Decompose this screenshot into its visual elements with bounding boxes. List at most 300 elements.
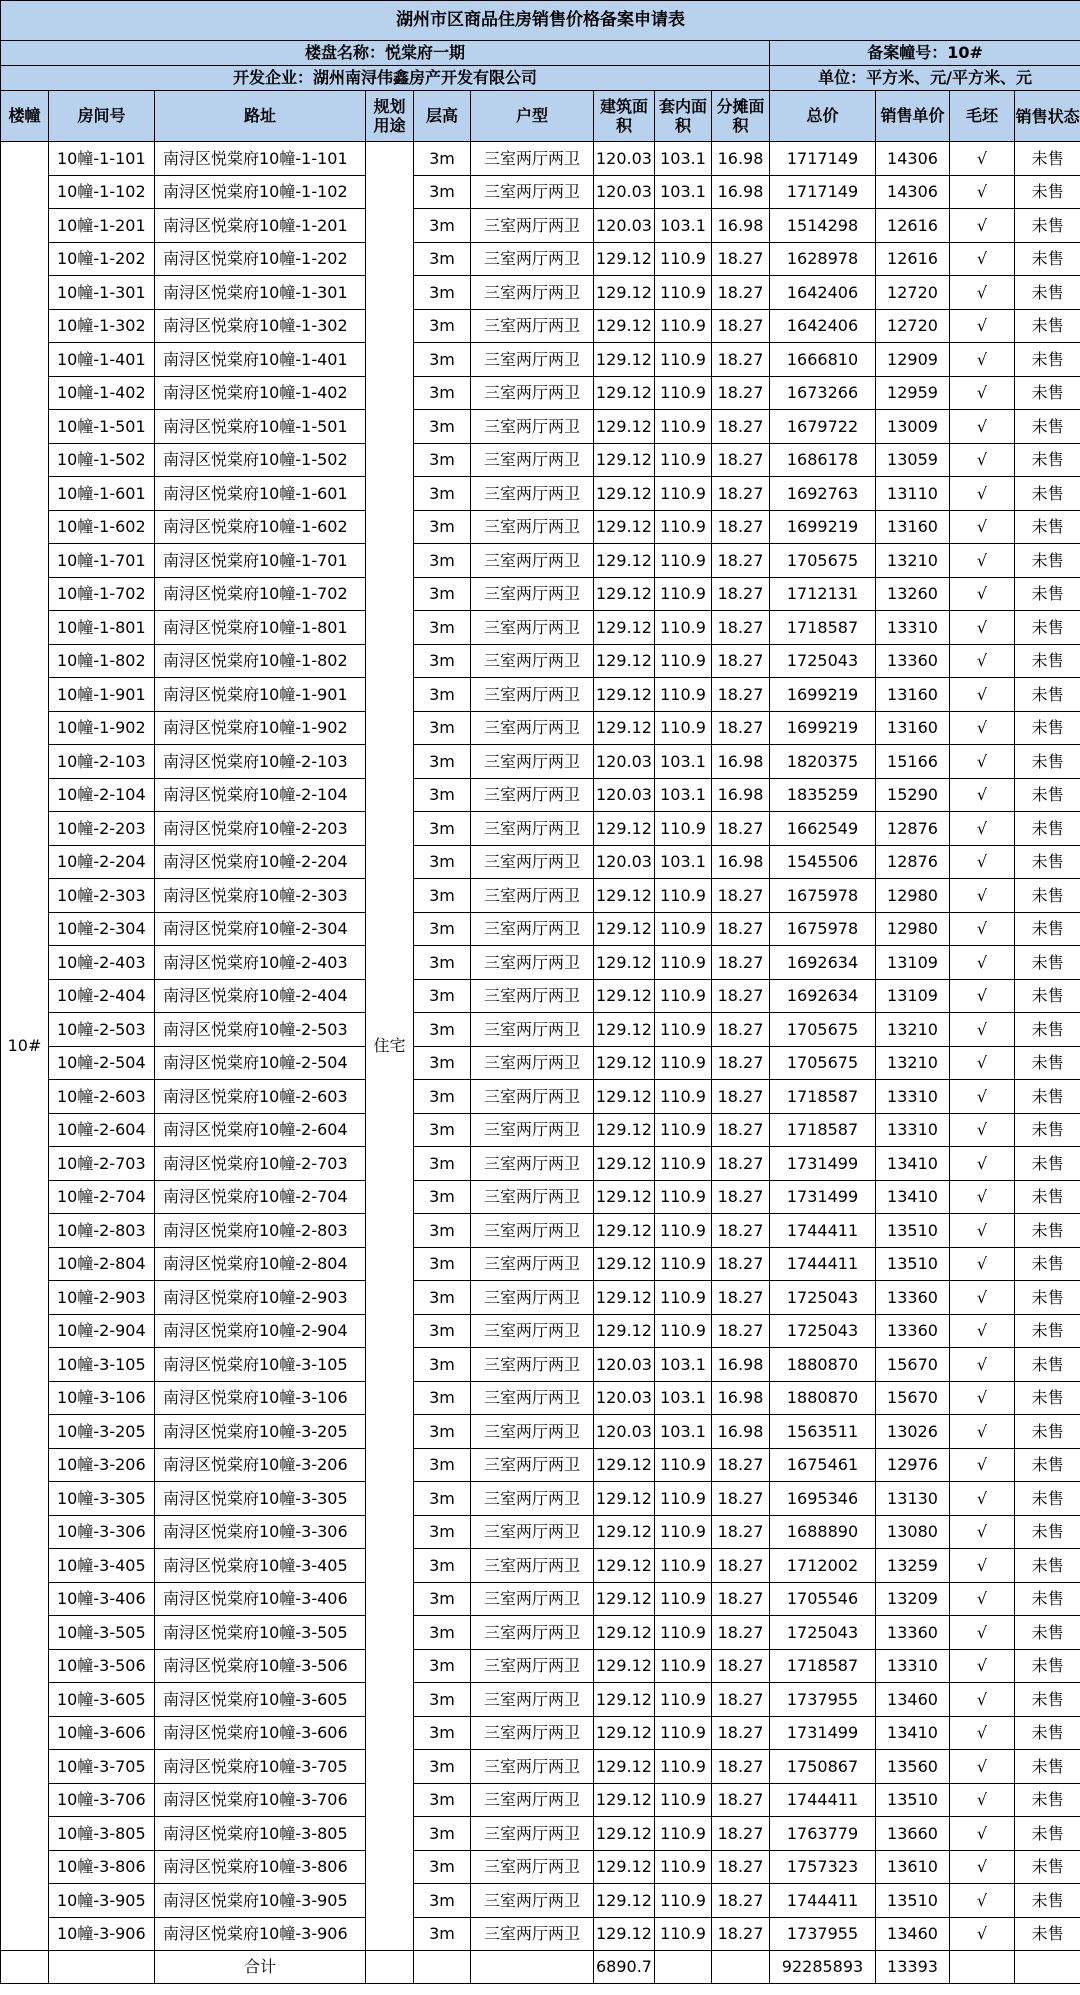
floor-height-cell: 3m [414,410,471,444]
address-cell: 南浔区悦棠府10幢-1-802 [155,644,366,678]
total-price-cell: 1731499 [770,1180,876,1214]
table-row [1,1348,1080,1382]
room-number-cell: 10幢-2-203 [49,812,155,846]
rough-finish-cell: √ [950,1850,1015,1884]
table-row [1,946,1080,980]
header-gross-area: 建筑面积 [594,91,655,142]
gross-area-cell: 129.12 [594,1247,655,1281]
shared-area-cell: 18.27 [712,1113,770,1147]
table-row [1,443,1080,477]
shared-area-cell: 18.27 [712,1817,770,1851]
shared-area-cell: 18.27 [712,1448,770,1482]
sale-status-cell: 未售 [1015,1314,1080,1348]
room-number-cell: 10幢-1-202 [49,242,155,276]
total-price-cell: 1731499 [770,1716,876,1750]
sale-status-cell: 未售 [1015,175,1080,209]
total-price-cell: 1744411 [770,1884,876,1918]
sale-status-cell: 未售 [1015,544,1080,578]
rough-finish-cell: √ [950,946,1015,980]
floor-height-cell: 3m [414,209,471,243]
sale-status-cell: 未售 [1015,1415,1080,1449]
inner-area-cell: 110.9 [655,1750,712,1784]
rough-finish-cell: √ [950,1046,1015,1080]
total-price-cell: 1731499 [770,1147,876,1181]
address-cell: 南浔区悦棠府10幢-3-805 [155,1817,366,1851]
total-price-cell: 1679722 [770,410,876,444]
shared-area-cell: 18.27 [712,1750,770,1784]
room-number-cell: 10幢-2-504 [49,1046,155,1080]
inner-area-cell: 110.9 [655,1616,712,1650]
header-room: 房间号 [49,91,155,142]
inner-area-cell: 103.1 [655,1381,712,1415]
floor-height-cell: 3m [414,510,471,544]
rough-finish-cell: √ [950,644,1015,678]
sale-status-cell: 未售 [1015,1649,1080,1683]
gross-area-cell: 129.12 [594,812,655,846]
total-price-cell: 1692634 [770,979,876,1013]
table-row [1,477,1080,511]
inner-area-cell: 110.9 [655,1649,712,1683]
gross-area-cell: 129.12 [594,343,655,377]
table-row [1,142,1080,176]
sale-status-cell: 未售 [1015,1147,1080,1181]
gross-area-cell: 129.12 [594,1013,655,1047]
layout-cell: 三室两厅两卫 [471,1817,594,1851]
unit-price-cell: 13510 [876,1783,950,1817]
unit-price-cell: 12876 [876,845,950,879]
total-price-cell: 1725043 [770,1616,876,1650]
inner-area-cell: 110.9 [655,1147,712,1181]
rough-finish-cell: √ [950,1281,1015,1315]
floor-height-cell: 3m [414,1884,471,1918]
address-cell: 南浔区悦棠府10幢-2-604 [155,1113,366,1147]
unit-price-cell: 13109 [876,946,950,980]
shared-area-cell: 18.27 [712,544,770,578]
layout-cell: 三室两厅两卫 [471,946,594,980]
unit-price-cell: 13210 [876,1046,950,1080]
unit-price-cell: 13360 [876,1314,950,1348]
room-number-cell: 10幢-3-805 [49,1817,155,1851]
gross-area-cell: 129.12 [594,678,655,712]
floor-height-cell: 3m [414,812,471,846]
rough-finish-cell: √ [950,1314,1015,1348]
unit-price-cell: 13510 [876,1247,950,1281]
unit-price-cell: 13160 [876,678,950,712]
sale-status-cell: 未售 [1015,309,1080,343]
unit-price-cell: 12720 [876,276,950,310]
rough-finish-cell: √ [950,1381,1015,1415]
rough-finish-cell: √ [950,1214,1015,1248]
sale-status-cell: 未售 [1015,1214,1080,1248]
address-cell: 南浔区悦棠府10幢-1-702 [155,577,366,611]
gross-area-cell: 129.12 [594,443,655,477]
totals-empty-cell [655,1951,712,1984]
layout-cell: 三室两厅两卫 [471,242,594,276]
inner-area-cell: 103.1 [655,142,712,176]
layout-cell: 三室两厅两卫 [471,443,594,477]
gross-area-cell: 120.03 [594,778,655,812]
inner-area-cell: 103.1 [655,175,712,209]
sale-status-cell: 未售 [1015,879,1080,913]
inner-area-cell: 103.1 [655,845,712,879]
table-row [1,1314,1080,1348]
address-cell: 南浔区悦棠府10幢-3-906 [155,1917,366,1951]
shared-area-cell: 18.27 [712,1917,770,1951]
address-cell: 南浔区悦棠府10幢-3-706 [155,1783,366,1817]
sale-status-cell: 未售 [1015,1884,1080,1918]
floor-height-cell: 3m [414,376,471,410]
unit-price-cell: 12980 [876,912,950,946]
address-cell: 南浔区悦棠府10幢-1-602 [155,510,366,544]
sale-status-cell: 未售 [1015,1917,1080,1951]
floor-height-cell: 3m [414,1783,471,1817]
rough-finish-cell: √ [950,410,1015,444]
sale-status-cell: 未售 [1015,1683,1080,1717]
table-row [1,1616,1080,1650]
sale-status-cell: 未售 [1015,912,1080,946]
floor-height-cell: 3m [414,1917,471,1951]
header-sale-status: 销售状态 [1015,91,1080,142]
inner-area-cell: 110.9 [655,1783,712,1817]
shared-area-cell: 18.27 [712,979,770,1013]
rough-finish-cell: √ [950,1884,1015,1918]
rough-finish-cell: √ [950,778,1015,812]
sale-status-cell: 未售 [1015,1716,1080,1750]
layout-cell: 三室两厅两卫 [471,611,594,645]
total-price-cell: 1686178 [770,443,876,477]
rough-finish-cell: √ [950,678,1015,712]
unit-price-cell: 13610 [876,1850,950,1884]
gross-area-cell: 129.12 [594,577,655,611]
room-number-cell: 10幢-3-105 [49,1348,155,1382]
sale-status-cell: 未售 [1015,276,1080,310]
floor-height-cell: 3m [414,1683,471,1717]
floor-height-cell: 3m [414,1515,471,1549]
shared-area-cell: 16.98 [712,142,770,176]
inner-area-cell: 103.1 [655,745,712,779]
sale-status-cell: 未售 [1015,1013,1080,1047]
floor-height-cell: 3m [414,1817,471,1851]
address-cell: 南浔区悦棠府10幢-2-603 [155,1080,366,1114]
table-row [1,879,1080,913]
rough-finish-cell: √ [950,510,1015,544]
total-price-cell: 1820375 [770,745,876,779]
table-row [1,1917,1080,1951]
table-row [1,175,1080,209]
total-price-cell: 1744411 [770,1247,876,1281]
room-number-cell: 10幢-1-802 [49,644,155,678]
floor-height-cell: 3m [414,946,471,980]
inner-area-cell: 103.1 [655,209,712,243]
room-number-cell: 10幢-1-301 [49,276,155,310]
gross-area-cell: 129.12 [594,1750,655,1784]
table-row [1,1649,1080,1683]
floor-height-cell: 3m [414,544,471,578]
shared-area-cell: 18.27 [712,678,770,712]
room-number-cell: 10幢-1-701 [49,544,155,578]
floor-height-cell: 3m [414,1415,471,1449]
room-number-cell: 10幢-3-705 [49,1750,155,1784]
room-number-cell: 10幢-2-803 [49,1214,155,1248]
table-row [1,1113,1080,1147]
floor-height-cell: 3m [414,242,471,276]
shared-area-cell: 16.98 [712,845,770,879]
table-row [1,1549,1080,1583]
gross-area-cell: 129.12 [594,477,655,511]
floor-height-cell: 3m [414,678,471,712]
unit-price-cell: 12616 [876,242,950,276]
floor-height-cell: 3m [414,611,471,645]
address-cell: 南浔区悦棠府10幢-2-504 [155,1046,366,1080]
address-cell: 南浔区悦棠府10幢-1-101 [155,142,366,176]
shared-area-cell: 18.27 [712,912,770,946]
gross-area-cell: 129.12 [594,1783,655,1817]
table-row [1,1683,1080,1717]
gross-area-cell: 129.12 [594,1649,655,1683]
total-price-cell: 1545506 [770,845,876,879]
gross-area-cell: 120.03 [594,175,655,209]
room-number-cell: 10幢-2-303 [49,879,155,913]
floor-height-cell: 3m [414,343,471,377]
unit-price-cell: 13310 [876,1080,950,1114]
gross-area-cell: 129.12 [594,1884,655,1918]
layout-cell: 三室两厅两卫 [471,879,594,913]
total-price-cell: 1737955 [770,1683,876,1717]
rough-finish-cell: √ [950,1582,1015,1616]
layout-cell: 三室两厅两卫 [471,1247,594,1281]
room-number-cell: 10幢-3-606 [49,1716,155,1750]
inner-area-cell: 110.9 [655,443,712,477]
address-cell: 南浔区悦棠府10幢-2-303 [155,879,366,913]
unit-price-cell: 13660 [876,1817,950,1851]
total-price-cell: 1725043 [770,644,876,678]
shared-area-cell: 16.98 [712,1381,770,1415]
table-row [1,1850,1080,1884]
layout-cell: 三室两厅两卫 [471,1448,594,1482]
room-number-cell: 10幢-3-505 [49,1616,155,1650]
total-price-cell: 1628978 [770,242,876,276]
unit-price-cell: 12616 [876,209,950,243]
inner-area-cell: 110.9 [655,1046,712,1080]
total-price-cell: 1699219 [770,510,876,544]
layout-cell: 三室两厅两卫 [471,175,594,209]
unit-price-cell: 12876 [876,812,950,846]
total-price-cell: 1835259 [770,778,876,812]
total-price-cell: 1744411 [770,1783,876,1817]
rough-finish-cell: √ [950,1415,1015,1449]
shared-area-cell: 18.27 [712,1649,770,1683]
address-cell: 南浔区悦棠府10幢-1-901 [155,678,366,712]
sale-status-cell: 未售 [1015,812,1080,846]
total-price-cell: 1717149 [770,142,876,176]
sale-status-cell: 未售 [1015,1381,1080,1415]
unit-note: 单位：平方米、元/平方米、元 [770,66,1080,91]
room-number-cell: 10幢-1-801 [49,611,155,645]
shared-area-cell: 18.27 [712,1582,770,1616]
floor-height-cell: 3m [414,1716,471,1750]
table-row [1,510,1080,544]
room-number-cell: 10幢-1-602 [49,510,155,544]
sale-status-cell: 未售 [1015,1783,1080,1817]
floor-height-cell: 3m [414,1750,471,1784]
total-price-cell: 1725043 [770,1314,876,1348]
sale-status-cell: 未售 [1015,142,1080,176]
inner-area-cell: 110.9 [655,1448,712,1482]
unit-price-cell: 13510 [876,1214,950,1248]
layout-cell: 三室两厅两卫 [471,1080,594,1114]
address-cell: 南浔区悦棠府10幢-2-403 [155,946,366,980]
rough-finish-cell: √ [950,209,1015,243]
developer-row [1,66,1080,91]
total-price-cell: 1744411 [770,1214,876,1248]
layout-cell: 三室两厅两卫 [471,1582,594,1616]
table-row [1,778,1080,812]
unit-price-cell: 13310 [876,1113,950,1147]
table-row [1,309,1080,343]
total-price-cell: 1705546 [770,1582,876,1616]
floor-height-cell: 3m [414,1113,471,1147]
shared-area-cell: 18.27 [712,1716,770,1750]
room-number-cell: 10幢-1-201 [49,209,155,243]
total-price-cell: 1718587 [770,1080,876,1114]
layout-cell: 三室两厅两卫 [471,142,594,176]
address-cell: 南浔区悦棠府10幢-1-902 [155,711,366,745]
gross-area-cell: 129.12 [594,1314,655,1348]
gross-area-cell: 120.03 [594,845,655,879]
unit-price-cell: 13360 [876,1616,950,1650]
sale-status-cell: 未售 [1015,1549,1080,1583]
inner-area-cell: 110.9 [655,1314,712,1348]
inner-area-cell: 110.9 [655,879,712,913]
sale-status-cell: 未售 [1015,209,1080,243]
table-row [1,1783,1080,1817]
layout-cell: 三室两厅两卫 [471,979,594,1013]
address-cell: 南浔区悦棠府10幢-3-205 [155,1415,366,1449]
room-number-cell: 10幢-1-102 [49,175,155,209]
gross-area-cell: 120.03 [594,142,655,176]
rough-finish-cell: √ [950,1515,1015,1549]
room-number-cell: 10幢-3-806 [49,1850,155,1884]
total-price-cell: 1705675 [770,544,876,578]
rough-finish-cell: √ [950,1750,1015,1784]
table-row [1,1147,1080,1181]
sale-status-cell: 未售 [1015,443,1080,477]
address-cell: 南浔区悦棠府10幢-3-206 [155,1448,366,1482]
table-row [1,678,1080,712]
gross-area-cell: 129.12 [594,1917,655,1951]
room-number-cell: 10幢-1-901 [49,678,155,712]
sale-status-cell: 未售 [1015,1113,1080,1147]
room-number-cell: 10幢-3-906 [49,1917,155,1951]
title-row [1,1,1080,41]
unit-price-cell: 12909 [876,343,950,377]
gross-area-cell: 129.12 [594,611,655,645]
floor-height-cell: 3m [414,644,471,678]
total-price-cell: 1642406 [770,309,876,343]
sale-status-cell: 未售 [1015,1247,1080,1281]
address-cell: 南浔区悦棠府10幢-1-502 [155,443,366,477]
unit-price-cell: 13209 [876,1582,950,1616]
sale-status-cell: 未售 [1015,745,1080,779]
project-row [1,41,1080,66]
total-price-cell: 1705675 [770,1013,876,1047]
sale-status-cell: 未售 [1015,1046,1080,1080]
layout-cell: 三室两厅两卫 [471,1314,594,1348]
shared-area-cell: 18.27 [712,946,770,980]
rough-finish-cell: √ [950,1147,1015,1181]
floor-height-cell: 3m [414,912,471,946]
table-row [1,544,1080,578]
header-address: 路址 [155,91,366,142]
shared-area-cell: 18.27 [712,443,770,477]
gross-area-cell: 129.12 [594,1716,655,1750]
gross-area-cell: 129.12 [594,1549,655,1583]
rough-finish-cell: √ [950,1649,1015,1683]
gross-area-cell: 129.12 [594,1448,655,1482]
sale-status-cell: 未售 [1015,1817,1080,1851]
inner-area-cell: 110.9 [655,611,712,645]
unit-price-cell: 13160 [876,711,950,745]
table-row [1,1884,1080,1918]
rough-finish-cell: √ [950,611,1015,645]
room-number-cell: 10幢-2-704 [49,1180,155,1214]
layout-cell: 三室两厅两卫 [471,1147,594,1181]
address-cell: 南浔区悦棠府10幢-2-304 [155,912,366,946]
gross-area-cell: 129.12 [594,946,655,980]
unit-price-cell: 13460 [876,1683,950,1717]
shared-area-cell: 18.27 [712,477,770,511]
shared-area-cell: 18.27 [712,1884,770,1918]
inner-area-cell: 110.9 [655,544,712,578]
inner-area-cell: 110.9 [655,1180,712,1214]
gross-area-cell: 129.12 [594,1482,655,1516]
layout-cell: 三室两厅两卫 [471,711,594,745]
table-row [1,1214,1080,1248]
shared-area-cell: 18.27 [712,1515,770,1549]
floor-height-cell: 3m [414,443,471,477]
shared-area-cell: 18.27 [712,1147,770,1181]
rough-finish-cell: √ [950,1013,1015,1047]
address-cell: 南浔区悦棠府10幢-3-505 [155,1616,366,1650]
unit-price-cell: 12720 [876,309,950,343]
layout-cell: 三室两厅两卫 [471,410,594,444]
total-price-cell: 1712131 [770,577,876,611]
shared-area-cell: 18.27 [712,1482,770,1516]
unit-price-cell: 13410 [876,1147,950,1181]
unit-price-cell: 13310 [876,1649,950,1683]
table-row [1,611,1080,645]
address-cell: 南浔区悦棠府10幢-1-301 [155,276,366,310]
shared-area-cell: 18.27 [712,812,770,846]
inner-area-cell: 110.9 [655,410,712,444]
layout-cell: 三室两厅两卫 [471,1649,594,1683]
sale-status-cell: 未售 [1015,678,1080,712]
totals-empty-cell [1,1951,49,1984]
layout-cell: 三室两厅两卫 [471,912,594,946]
room-number-cell: 10幢-2-104 [49,778,155,812]
unit-price-cell: 13410 [876,1180,950,1214]
unit-price-cell: 13210 [876,1013,950,1047]
total-price-cell: 1699219 [770,678,876,712]
table-row [1,376,1080,410]
gross-area-cell: 120.03 [594,1348,655,1382]
gross-area-cell: 120.03 [594,1381,655,1415]
layout-cell: 三室两厅两卫 [471,1683,594,1717]
rough-finish-cell: √ [950,1180,1015,1214]
floor-height-cell: 3m [414,1482,471,1516]
inner-area-cell: 110.9 [655,979,712,1013]
unit-price-cell: 12976 [876,1448,950,1482]
